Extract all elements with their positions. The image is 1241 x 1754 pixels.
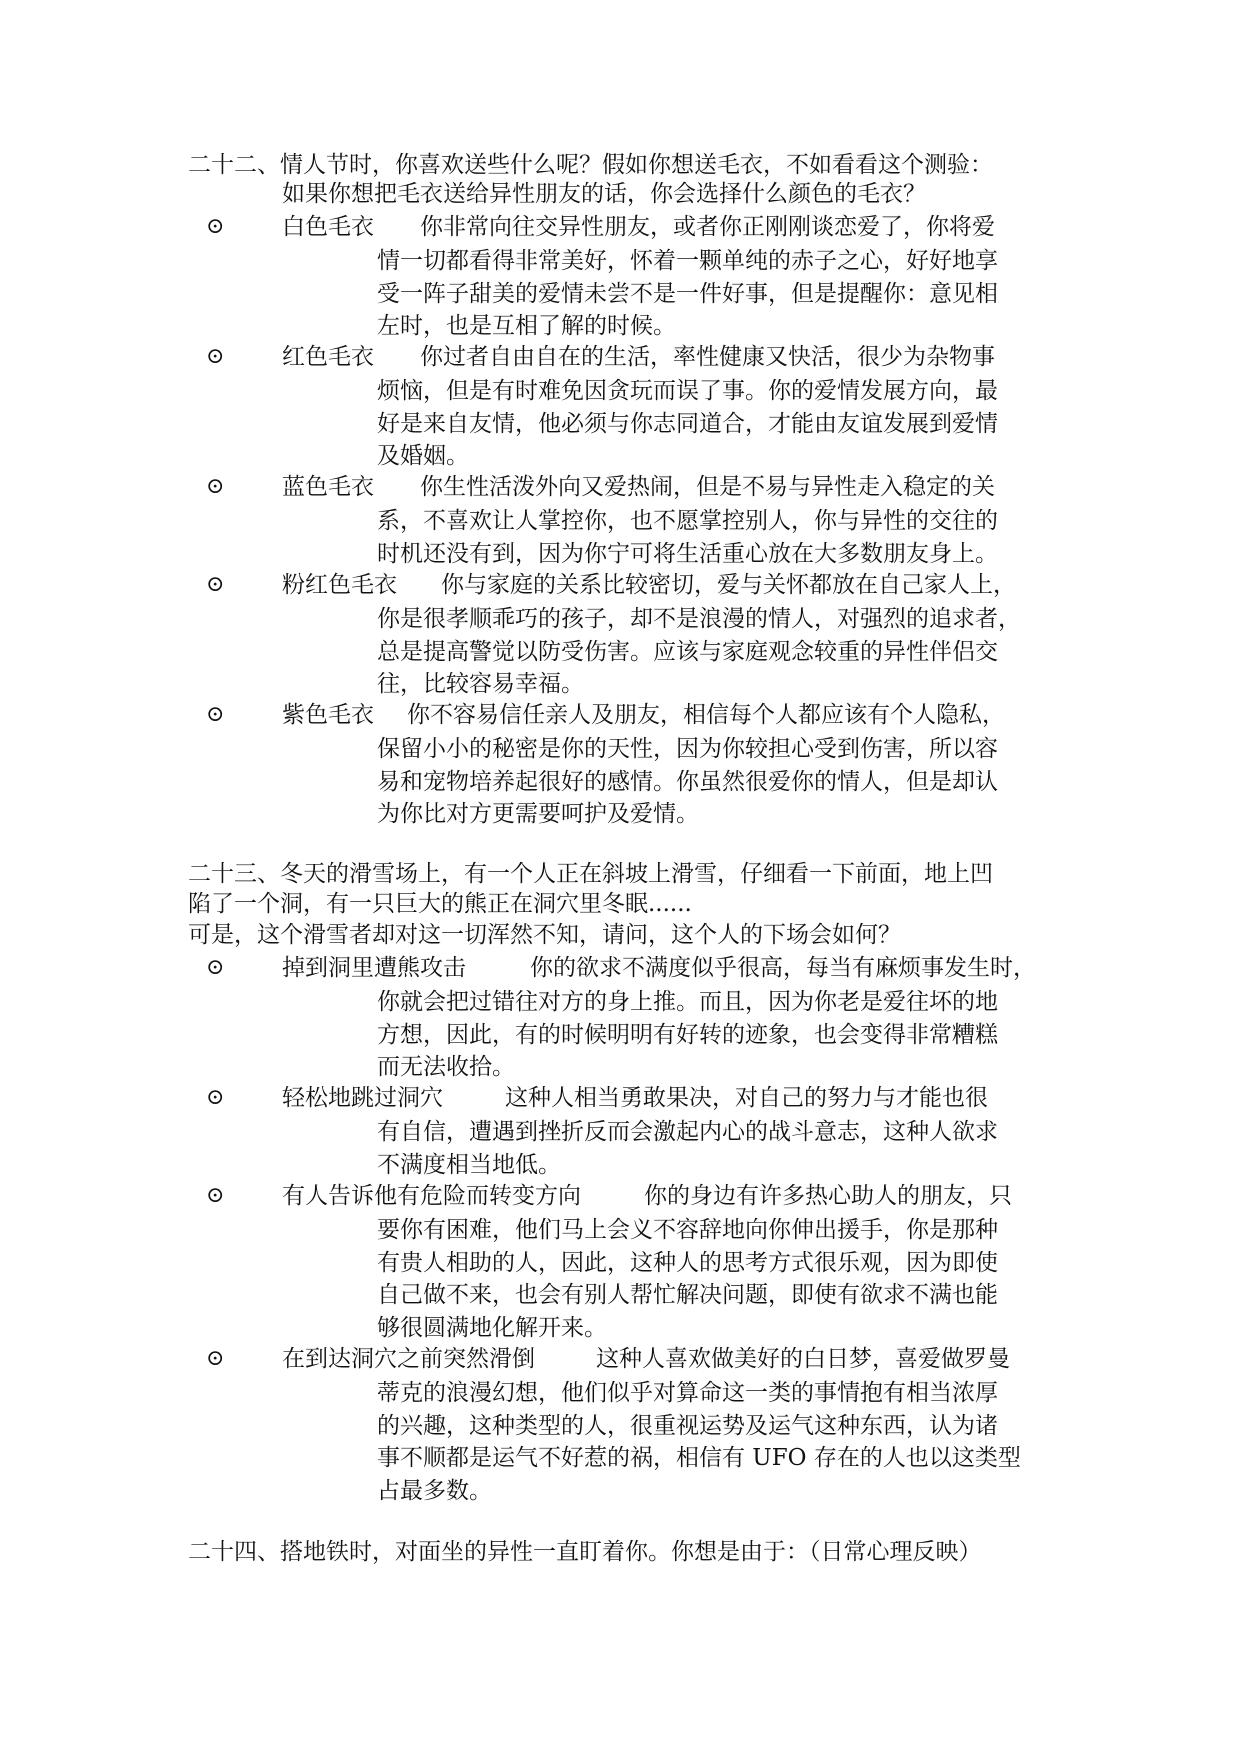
- q22-option-label: 紫色毛衣: [282, 702, 374, 728]
- desc-line: 往，比较容易幸福。: [377, 671, 584, 697]
- q22-option-desc-line: 你与家庭的关系比较密切，爱与关怀都放在自己家人上，: [441, 572, 1016, 598]
- desc-line: 你是很孝顺乖巧的孩子，却不是浪漫的情人，对强烈的追求者，: [377, 606, 1021, 632]
- q23-option-desc-line: 这种人喜欢做美好的白日梦，喜爱做罗曼: [596, 1346, 1010, 1372]
- bullet-icon: ⊙: [206, 955, 225, 980]
- q22-subquestion: 如果你想把毛衣送给异性朋友的话，你会选择什么颜色的毛衣？: [282, 181, 926, 207]
- desc-line: 自己做不来，也会有别人帮忙解决问题，即使有欲求不满也能: [377, 1282, 998, 1308]
- desc-line: 有贵人相助的人，因此，这种人的思考方式很乐观，因为即使: [377, 1249, 998, 1276]
- q23-option-label: 在到达洞穴之前突然滑倒: [282, 1346, 535, 1372]
- q22-option-label: 蓝色毛衣: [282, 474, 374, 500]
- desc-line: 够很圆满地化解开来。: [377, 1314, 607, 1341]
- q22-option-desc: [377, 375, 1097, 473]
- q22-option-desc-line: 你不容易信任亲人及朋友，相信每个人都应该有个人隐私，: [407, 702, 1005, 728]
- q23-option-label: 掉到洞里遭熊攻击: [282, 955, 466, 981]
- q22-option-desc-line: 你非常向往交异性朋友，或者你正刚刚谈恋爱了，你将爱: [420, 214, 995, 240]
- desc-line: 的兴趣，这种类型的人，很重视运势及运气这种东西，认为诸: [377, 1412, 998, 1439]
- q23-question-cont: 可是，这个滑雪者却对这一切浑然不知，请问，这个人的下场会如何？: [188, 922, 901, 948]
- desc-line: 好是来自友情，他必须与你志同道合，才能由友谊发展到爱情: [377, 410, 998, 437]
- q22-option-label: 红色毛衣: [282, 344, 374, 370]
- q23-option-label: 轻松地跳过洞穴: [282, 1085, 443, 1111]
- q23-option-desc: [377, 986, 1097, 1084]
- q22-option-desc: [377, 505, 1097, 570]
- q24-question: 二十四、搭地铁时，对面坐的异性一直盯着你。你想是由于：（日常心理反映）: [188, 1539, 982, 1565]
- bullet-icon: ⊙: [206, 474, 225, 499]
- bullet-icon: ⊙: [206, 344, 225, 369]
- desc-line: 不满度相当地低。: [377, 1151, 561, 1178]
- bullet-icon: ⊙: [206, 1346, 225, 1371]
- desc-line: 方想，因此，有的时候明明有好转的迹象，也会变得非常糟糕: [377, 1021, 998, 1048]
- desc-line: 系，不喜欢让人掌控你，也不愿掌控别人，你与异性的交往的: [377, 508, 998, 534]
- q22-option-desc: [377, 733, 1097, 831]
- bullet-icon: ⊙: [206, 214, 225, 239]
- q23-question-cont: 陷了一个洞，有一只巨大的熊正在洞穴里冬眠......: [188, 891, 692, 917]
- bullet-icon: ⊙: [206, 1183, 225, 1208]
- q23-option-desc-line: 你的身边有许多热心助人的朋友，只: [644, 1183, 1012, 1209]
- q22-option-label: 白色毛衣: [282, 214, 374, 240]
- desc-line: 保留小小的秘密是你的天性，因为你较担心受到伤害，所以容: [377, 736, 998, 762]
- desc-line: 要你有困难，他们马上会义不容辞地向你伸出援手，你是那种: [377, 1217, 998, 1243]
- desc-line: 为你比对方更需要呵护及爱情。: [377, 801, 699, 827]
- desc-line: 左时，也是互相了解的时候。: [377, 313, 676, 339]
- desc-line: 时机还没有到，因为你宁可将生活重心放在大多数朋友身上。: [377, 540, 998, 567]
- desc-line: 情一切都看得非常美好，怀着一颗单纯的赤子之心，好好地享: [377, 248, 998, 274]
- q22-option-desc: [377, 603, 1097, 701]
- q23-option-desc: [377, 1116, 1097, 1181]
- desc-line: 有自信，遭遇到挫折反而会激起内心的战斗意志，这种人欲求: [377, 1119, 998, 1145]
- q23-option-desc-line: 这种人相当勇敢果决，对自己的努力与才能也很: [505, 1085, 988, 1111]
- bullet-icon: ⊙: [206, 1085, 225, 1110]
- q23-question: 二十三、冬天的滑雪场上，有一个人正在斜坡上滑雪，仔细看一下前面，地上凹: [188, 861, 993, 887]
- desc-line: 你就会把过错往对方的身上推。而且，因为你老是爱往坏的地: [377, 989, 998, 1015]
- q23-option-desc: [377, 1214, 1097, 1344]
- q22-option-label: 粉红色毛衣: [282, 572, 397, 598]
- bullet-icon: ⊙: [206, 572, 225, 597]
- q23-option-desc-line: 你的欲求不满度似乎很高，每当有麻烦事发生时，: [530, 955, 1036, 981]
- desc-line: 事不顺都是运气不好惹的祸，相信有 UFO 存在的人也以这类型: [377, 1445, 1021, 1471]
- desc-line: 蒂克的浪漫幻想，他们似乎对算命这一类的事情抱有相当浓厚: [377, 1380, 998, 1406]
- bullet-icon: ⊙: [206, 702, 225, 727]
- desc-line: 而无法收拾。: [377, 1054, 515, 1080]
- desc-line: 烦恼，但是有时难免因贪玩而误了事。你的爱情发展方向，最: [377, 378, 998, 404]
- desc-line: 受一阵子甜美的爱情未尝不是一件好事，但是提醒你：意见相: [377, 280, 998, 307]
- q23-option-label: 有人告诉他有危险而转变方向: [282, 1183, 581, 1209]
- q22-option-desc-line: 你过者自由自在的生活，率性健康又快活，很少为杂物事: [420, 344, 995, 370]
- desc-line: 占最多数。: [377, 1477, 492, 1504]
- q23-option-desc: [377, 1377, 1097, 1507]
- q22-option-desc: [377, 245, 1097, 343]
- q22-question: 二十二、情人节时，你喜欢送些什么呢？假如你想送毛衣，不如看看这个测验：: [188, 152, 993, 178]
- desc-line: 及婚姻。: [377, 443, 469, 469]
- q22-option-desc-line: 你生性活泼外向又爱热闹，但是不易与异性走入稳定的关: [420, 474, 995, 500]
- desc-line: 总是提高警觉以防受伤害。应该与家庭观念较重的异性伴侣交: [377, 638, 998, 665]
- desc-line: 易和宠物培养起很好的感情。你虽然很爱你的情人，但是却认: [377, 768, 998, 795]
